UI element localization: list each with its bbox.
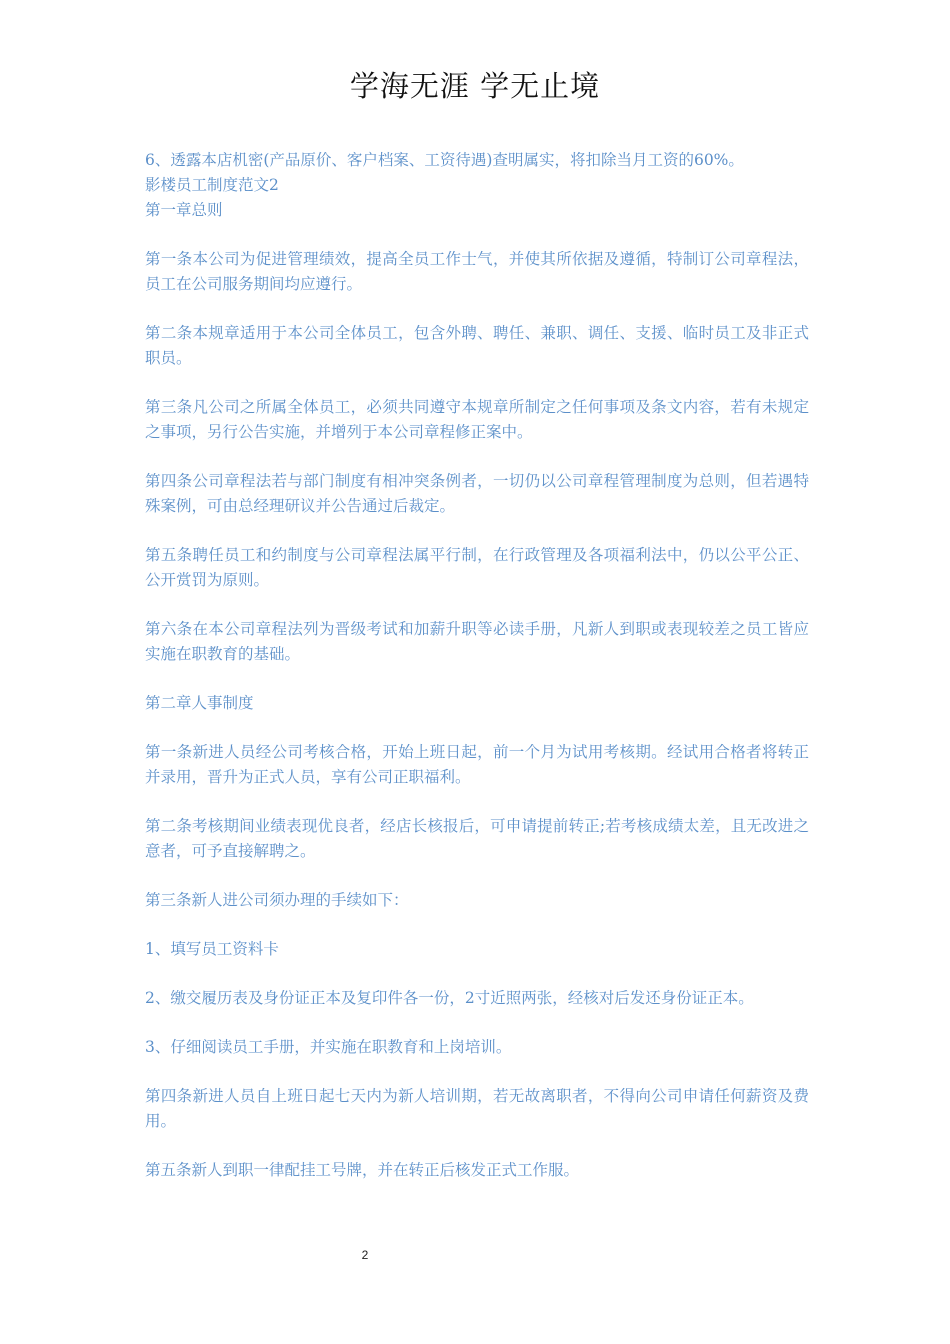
ch1-article-3: 第三条凡公司之所属全体员工，必须共同遵守本规章所制定之任何事项及条文内容，若有未规定之事项，另行公告实施，并增列于本公司章程修正案中。 — [145, 398, 809, 441]
page-header-title: 学海无涯 学无止境 — [349, 69, 601, 103]
chapter-1-heading: 第一章总则 — [145, 201, 223, 219]
document-subtitle: 影楼员工制度范文2 — [145, 176, 279, 194]
ch1-article-1: 第一条本公司为促进管理绩效，提高全员工作士气，并使其所依据及遵循，特制订公司章程法，员工在公司服务期间均应遵行。 — [145, 250, 809, 293]
ch1-article-2: 第二条本规章适用于本公司全体员工，包含外聘、聘任、兼职、调任、支援、临时员工及非正式职员。 — [145, 324, 809, 367]
ch2-article-3: 第三条新人进公司须办理的手续如下： — [145, 891, 409, 909]
list-item-1: 1、填写员工资料卡 — [145, 940, 279, 958]
ch2-article-1: 第一条新进人员经公司考核合格，开始上班日起，前一个月为试用考核期。经试用合格者将转正并录用，晋升为正式人员，享有公司正职福利。 — [145, 743, 809, 786]
chapter-2-heading: 第二章人事制度 — [145, 694, 254, 712]
ch1-article-5: 第五条聘任员工和约制度与公司章程法属平行制，在行政管理及各项福利法中，仍以公平公正、公开赏罚为原则。 — [145, 546, 809, 589]
ch1-article-6: 第六条在本公司章程法列为晋级考试和加薪升职等必读手册，凡新人到职或表现较差之员工皆应实施在职教育的基础。 — [145, 620, 809, 663]
ch2-article-4: 第四条新进人员自上班日起七天内为新人培训期，若无故离职者，不得向公司申请任何薪资及费用。 — [145, 1087, 809, 1130]
list-item-2: 2、缴交履历表及身份证正本及复印件各一份，2寸近照两张，经核对后发还身份证正本。 — [145, 989, 754, 1007]
paragraph-item-6-secrets: 6、透露本店机密(产品原价、客户档案、工资待遇)查明属实，将扣除当月工资的60%。 — [145, 151, 744, 169]
list-item-3: 3、仔细阅读员工手册，并实施在职教育和上岗培训。 — [145, 1038, 512, 1056]
ch1-article-4: 第四条公司章程法若与部门制度有相冲突条例者，一切仍以公司章程管理制度为总则，但若遇特殊案例，可由总经理研议并公告通过后裁定。 — [145, 472, 809, 515]
ch2-article-2: 第二条考核期间业绩表现优良者，经店长核报后，可申请提前转正;若考核成绩太差，且无改进之意者，可予直接解聘之。 — [145, 817, 809, 860]
ch2-article-5: 第五条新人到职一律配挂工号牌，并在转正后核发正式工作服。 — [145, 1161, 580, 1179]
document-body — [145, 148, 809, 1183]
page-number: 2 — [361, 1248, 369, 1262]
